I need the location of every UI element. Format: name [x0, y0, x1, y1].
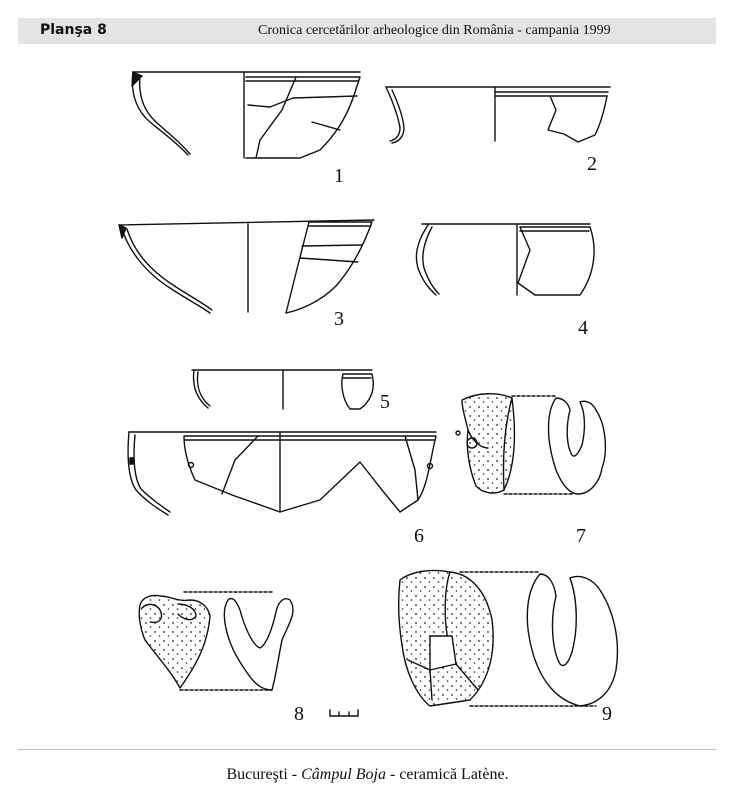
fragment-drawing-7	[456, 394, 605, 494]
vessel-drawing-2	[386, 87, 610, 143]
figure-number-2: 2	[587, 153, 597, 175]
journal-title: Cronica cercetărilor arheologice din România - campania 1999	[258, 23, 611, 38]
vessel-drawing-3	[119, 220, 374, 313]
scale-bar	[330, 710, 358, 716]
figure-number-8: 8	[294, 703, 304, 725]
vessel-drawing-4	[416, 224, 594, 295]
figure-number-6: 6	[414, 525, 424, 547]
caption-site: Câmpul Boja	[301, 766, 386, 783]
vessel-drawing-5	[192, 370, 373, 409]
figure-number-1: 1	[334, 165, 344, 187]
caption-separator: -	[385, 766, 400, 783]
caption-place: Bucureşti	[226, 766, 288, 783]
fragment-drawing-9	[399, 570, 618, 706]
vessel-drawing-6	[128, 432, 436, 515]
fragment-drawing-8	[139, 592, 293, 690]
figure-number-9: 9	[602, 703, 612, 725]
figure-number-3: 3	[334, 308, 344, 330]
caption-separator: -	[287, 766, 302, 783]
caption-divider	[18, 749, 716, 750]
figure-number-4: 4	[578, 317, 588, 339]
plate-caption	[0, 766, 735, 784]
figure-number-5: 5	[380, 391, 390, 413]
caption-subject: ceramică Latène.	[399, 766, 509, 783]
plate-label: Planşa 8	[40, 22, 107, 38]
vessel-drawing-1	[132, 72, 360, 158]
figure-number-7: 7	[576, 525, 586, 547]
